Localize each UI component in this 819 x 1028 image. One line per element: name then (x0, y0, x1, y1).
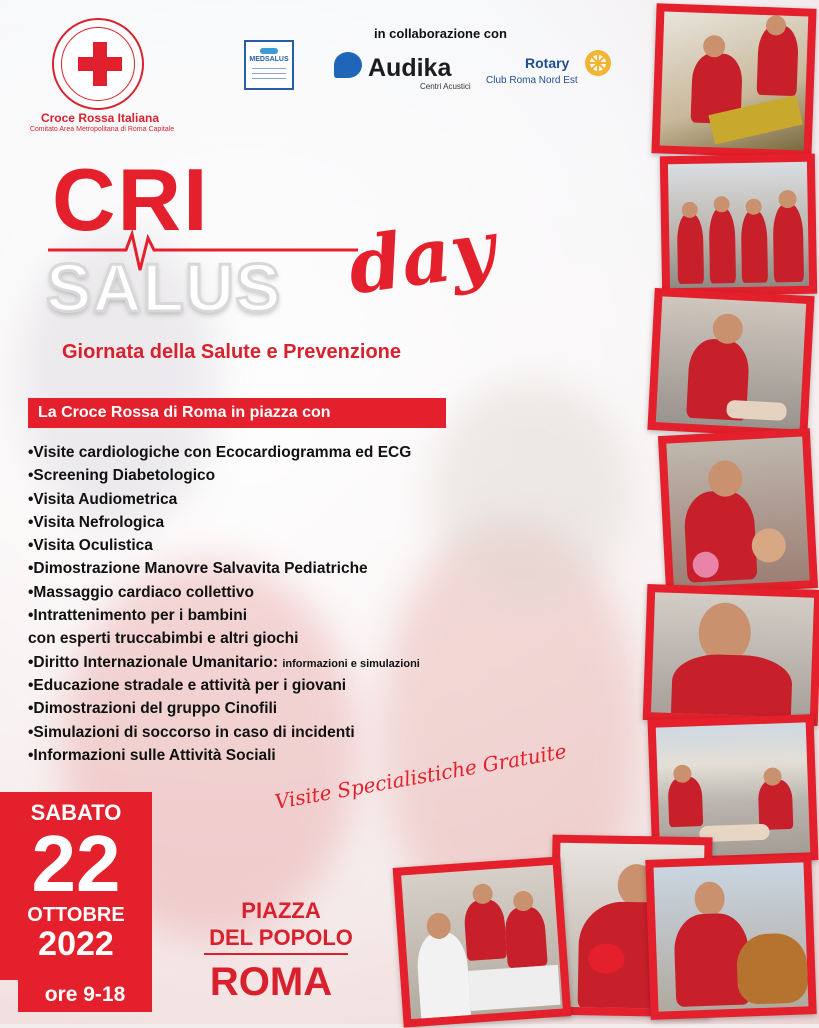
photo-nurses-desk (393, 856, 572, 1027)
service-item: •Visita Nefrologica (28, 513, 165, 531)
date-month: OTTOBRE (27, 904, 125, 926)
service-item: •Simulazioni di soccorso in caso di incidenti (28, 723, 355, 741)
service-item: •Screening Diabetologico (28, 467, 216, 485)
title-salus: SALUS (46, 250, 282, 326)
date-day: 22 (31, 819, 121, 908)
service-item: •Dimostrazione Manovre Salvavita Pediatriche (28, 560, 368, 578)
audika-logo-icon (334, 52, 362, 78)
audika-logo-text: Audika (368, 54, 452, 82)
service-item: •Visita Oculistica (28, 537, 153, 555)
medsalus-logo: MEDSALUS (244, 40, 294, 90)
date-weekday: SABATO (30, 800, 122, 825)
title-cri: CRI (52, 150, 210, 249)
title-day: day (342, 203, 501, 312)
date-block (0, 792, 152, 980)
photo-face-painting (658, 428, 818, 596)
service-item: •Educazione stradale e attività per i giovani (28, 676, 347, 694)
photo-volunteers-group (660, 154, 817, 297)
date-year: 2022 (38, 925, 114, 963)
location-divider (204, 953, 348, 955)
services-list (28, 441, 588, 767)
service-item: con esperti truccabimbi e altri giochi (28, 630, 299, 648)
service-item: •Visite cardiologiche con Ecocardiogramma ed ECG (28, 444, 412, 461)
croce-rossa-logo (52, 18, 144, 110)
service-item: •Dimostrazioni del gruppo Cinofili (28, 700, 278, 718)
collaboration-label: in collaborazione con (374, 26, 507, 41)
service-item: •Intrattenimento per i bambini (28, 607, 247, 625)
free-visits-tagline: Visite Specialistiche Gratuite (272, 738, 569, 814)
photo-rescue-training (651, 3, 816, 158)
location-city: ROMA (209, 960, 333, 1004)
rotary-wheel-icon (583, 48, 613, 78)
org-subtitle: Comitato Area Metropolitana di Roma Capitale (29, 126, 175, 133)
location-line2: DEL POPOLO (209, 925, 353, 950)
event-hours: ore 9-18 (18, 978, 152, 1012)
service-item: •Diritto Internazionale Umanitario: informazioni e simulazioni (28, 653, 420, 671)
intro-banner: La Croce Rossa di Roma in piazza con (28, 398, 446, 428)
event-subtitle: Giornata della Salute e Prevenzione (62, 341, 402, 363)
service-item: •Informazioni sulle Attività Sociali (28, 746, 276, 764)
service-item: •Visita Audiometrica (28, 490, 178, 508)
photo-rescue-dog (645, 854, 816, 1020)
photo-smiling-volunteer (643, 584, 819, 726)
location-line1: PIAZZA (241, 898, 321, 923)
photo-cpr-demo (647, 288, 814, 438)
rotary-logo-text: Rotary (525, 55, 570, 71)
rotary-subtitle: Club Roma Nord Est (486, 75, 578, 86)
service-item: •Massaggio cardiaco collettivo (28, 583, 254, 601)
audika-subtitle: Centri Acustici (420, 82, 471, 91)
org-name: Croce Rossa Italiana (40, 111, 160, 125)
